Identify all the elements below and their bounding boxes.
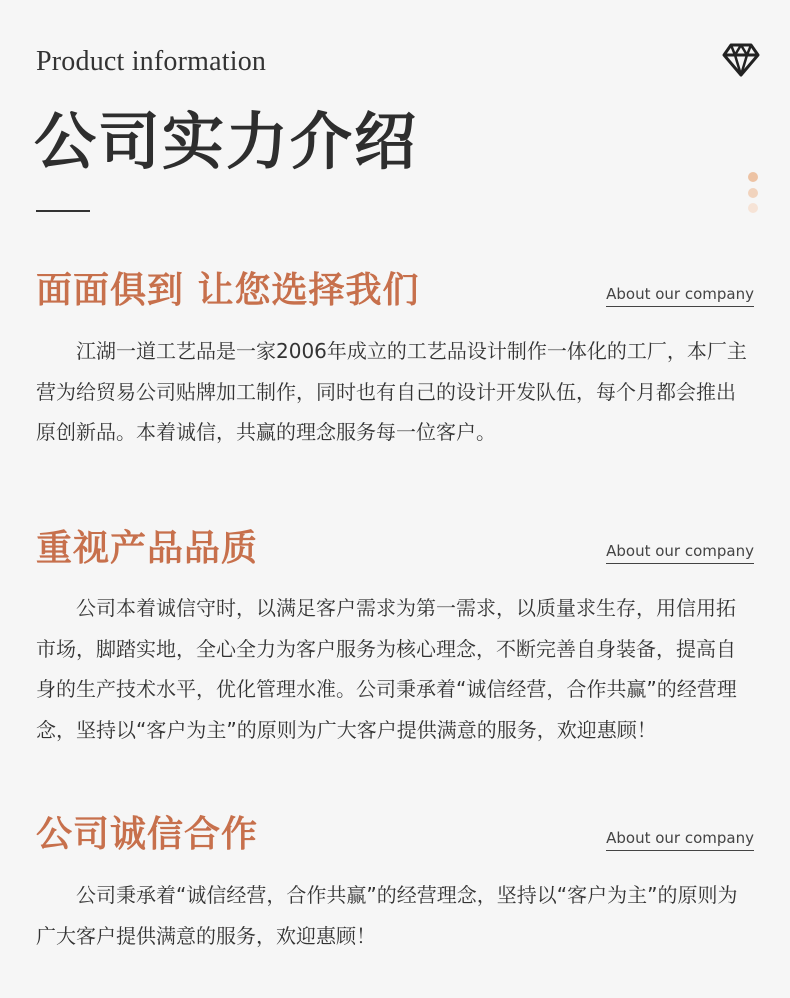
section-body: 公司秉承着“诚信经营，合作共赢”的经营理念，坚持以“客户为主”的原则为广大客户提供满意的服务，欢迎惠顾！ <box>36 883 738 948</box>
section-body: 江湖一道工艺品是一家2006年成立的工艺品设计制作一体化的工厂，本厂主营为给贸易公司贴牌加工制作，同时也有自己的设计开发队伍，每个月都会推出原创新品。本着诚信，共赢的理念服务每一位客户。 <box>36 339 747 444</box>
section-tag: About our company <box>606 285 754 307</box>
header-kicker: Product information <box>36 46 267 77</box>
dot <box>748 172 758 182</box>
section-tag: About our company <box>606 829 754 851</box>
page-title: 公司实力介绍 <box>34 105 419 178</box>
title-underline <box>36 210 90 212</box>
dot <box>748 203 758 213</box>
dot <box>748 188 758 198</box>
section-title: 重视产品品质 <box>36 528 259 569</box>
section-title: 公司诚信合作 <box>36 814 259 855</box>
diamond-icon <box>722 43 760 77</box>
section-title: 面面俱到 让您选择我们 <box>36 270 420 311</box>
section-body: 公司本着诚信守时，以满足客户需求为第一需求，以质量求生存，用信用拓市场，脚踏实地，全心全力为客户服务为核心理念，不断完善自身装备，提高自身的生产技术水平，优化管理水准。公司秉承着“诚信经营，合作共赢”的经营理念，坚持以“客户为主”的原则为广大客户提供满意的服务，欢迎惠顾！ <box>36 596 737 742</box>
section-tag: About our company <box>606 542 754 564</box>
